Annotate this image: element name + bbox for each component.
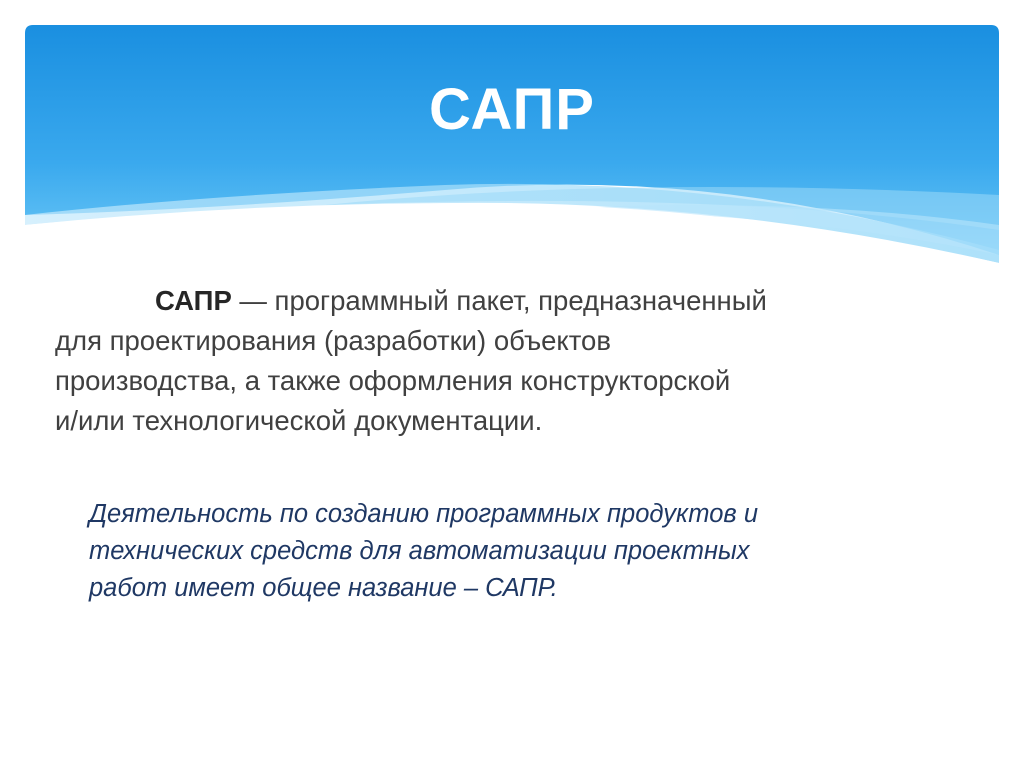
definition-text-line-3: производства, а также оформления конструкторской: [55, 365, 731, 396]
wave-background: [25, 25, 999, 285]
slide-title: САПР: [429, 77, 595, 142]
definition-text-line-1: — программный пакет, предназначенный: [231, 285, 767, 316]
note-line-1: Деятельность по созданию программных продуктов и: [89, 500, 759, 528]
definition-text-line-2: для проектирования (разработки) объектов: [55, 325, 611, 356]
definition-term: САПР: [155, 285, 232, 316]
header-banner: [25, 25, 999, 285]
note-line-2: технических средств для автоматизации проектных: [89, 537, 750, 565]
note-paragraph: [89, 496, 949, 607]
definition-text-line-4: и/или технологической документации.: [55, 405, 543, 436]
definition-paragraph: [55, 281, 955, 441]
note-line-3: работ имеет общее название – САПР.: [89, 574, 558, 602]
